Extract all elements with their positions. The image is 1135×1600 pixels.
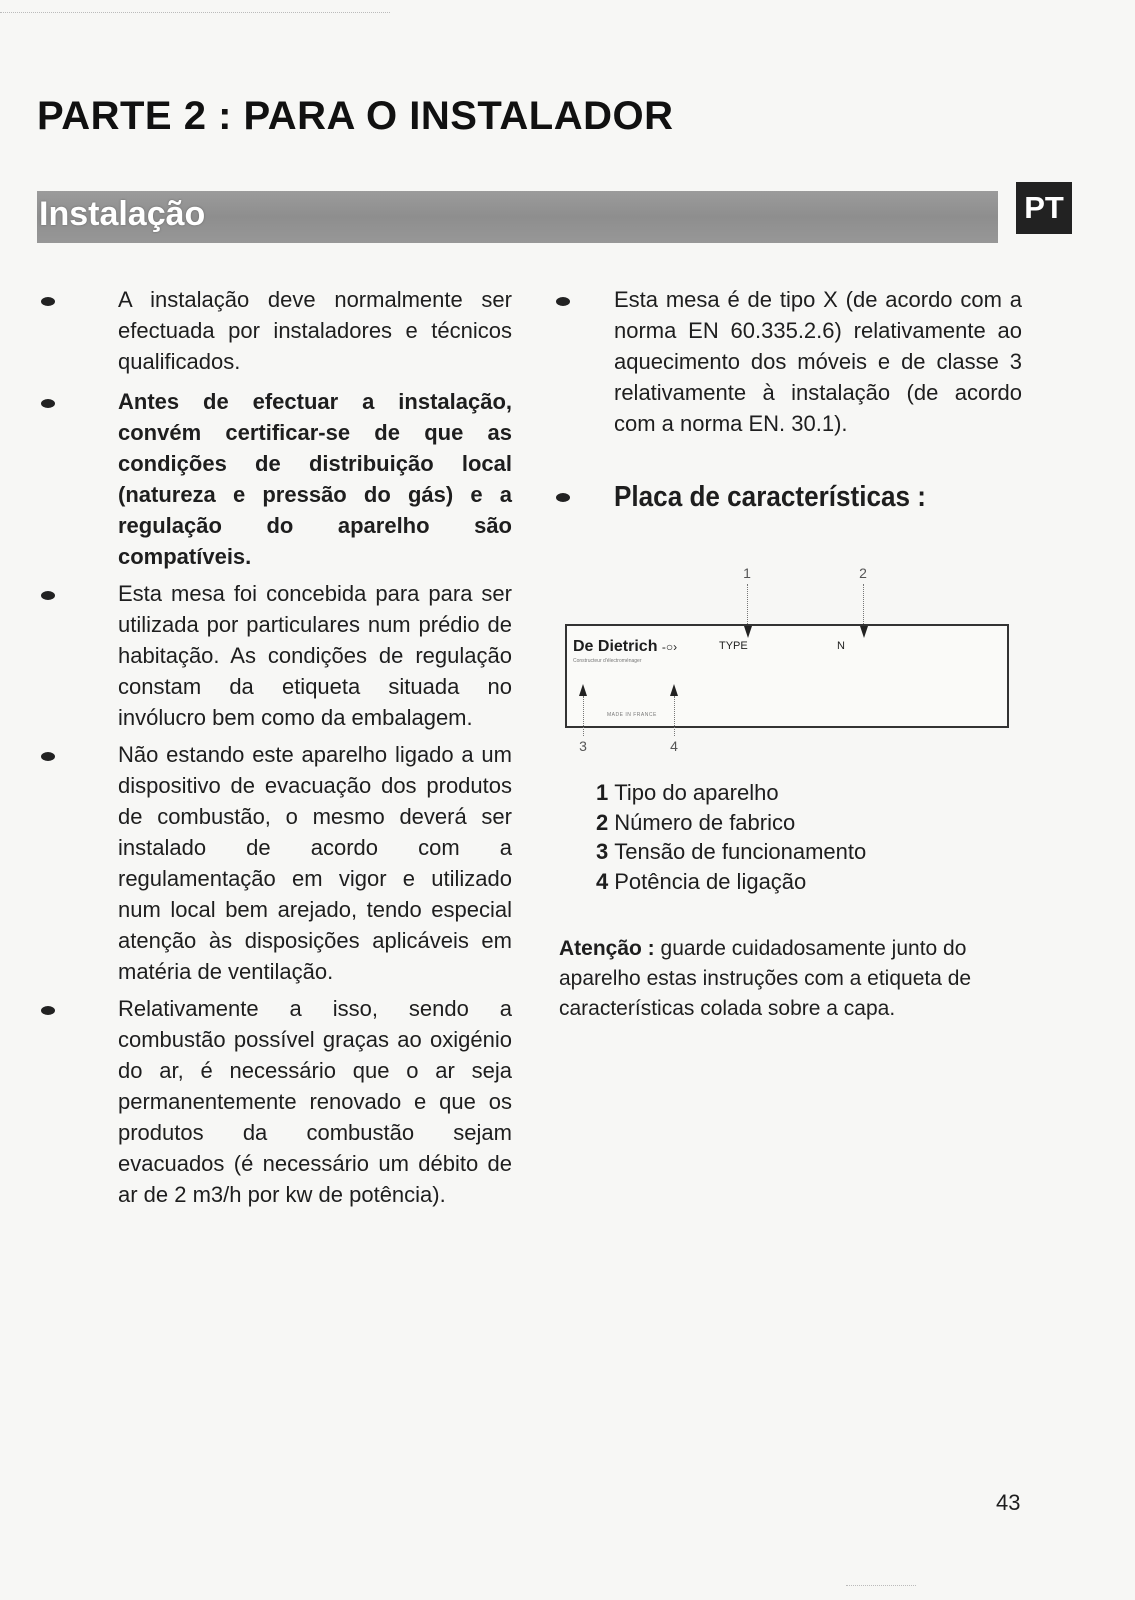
legend-item <box>596 808 866 838</box>
rating-plate-diagram <box>552 560 1022 770</box>
callout-3: 3 <box>579 738 587 754</box>
paragraph: Relativamente a isso, sendo a combustão possível graças ao oxigénio do ar, é necessário que o ar seja permanentemente renovado e que os produtos da combustão sejam evacuados (é necessário um débito de ar de 2 m3/h por kw de potência). <box>118 996 512 1207</box>
language-badge: PT <box>1016 182 1072 234</box>
list-item <box>37 578 512 733</box>
plate-type-label: TYPE <box>719 640 748 652</box>
callout-line-1 <box>747 584 748 628</box>
scan-bottom-mark <box>846 1585 916 1586</box>
bullet-icon <box>41 591 55 600</box>
callout-1: 1 <box>743 565 751 581</box>
legend-text: Potência de ligação <box>614 868 807 894</box>
list-item <box>37 739 512 987</box>
bullet-icon <box>41 297 55 306</box>
callout-4: 4 <box>670 738 678 754</box>
bullet-icon <box>556 297 570 306</box>
callout-2: 2 <box>859 565 867 581</box>
legend-text: Tipo do aparelho <box>614 780 779 805</box>
page-number: 43 <box>996 1490 1021 1515</box>
legend-text: Número de fabrico <box>614 809 796 835</box>
list-item <box>37 386 512 572</box>
list-item <box>37 284 512 377</box>
legend-number: 4 <box>596 868 609 894</box>
plate-legend <box>596 778 866 896</box>
paragraph: Esta mesa foi concebida para para ser utilizada por particulares num prédio de habitação. As condições de regulação constam da etiqueta situada no invólucro bem como da embalagem. <box>118 581 512 730</box>
brand-logo-icon: -○› <box>661 640 678 654</box>
attention-note <box>559 934 1024 1024</box>
plate-brand <box>573 638 677 656</box>
left-column <box>37 284 512 1210</box>
bullet-icon <box>41 399 55 408</box>
bullet-icon <box>41 752 55 761</box>
section-header-bar <box>37 191 998 243</box>
brand-name: De Dietrich <box>573 638 658 655</box>
legend-text: Tensão de funcionamento <box>614 839 867 864</box>
subheading-item <box>552 479 1022 515</box>
paragraph: Não estando este aparelho ligado a um dispositivo de evacuação dos produtos de combustão, o mesmo deverá ser instalado de acordo com a regulamentação em vigor e utilizado num local bem arejado, tendo especial atenção às disposições aplicáveis em matéria de ventilação. <box>118 742 512 984</box>
callout-line-4 <box>674 696 675 736</box>
plate-subheading: Placa de características : <box>614 481 926 513</box>
legend-item <box>596 778 866 808</box>
paragraph: Esta mesa é de tipo X (de acordo com a norma EN 60.335.2.6) relativamente ao aquecimento dos móveis e de classe 3 relativamente à instalação (de acordo com a norma EN. 30.1). <box>614 287 1022 436</box>
list-item <box>552 284 1022 439</box>
plate-made-in: MADE IN FRANCE <box>607 712 657 718</box>
legend-number: 2 <box>596 809 609 835</box>
plate-brand-subtext: Constructeur d'électroménager <box>573 658 642 664</box>
attention-label: Atenção : <box>559 937 655 960</box>
section-title: Instalação <box>39 195 206 233</box>
arrow-up-icon <box>670 684 678 696</box>
bullet-icon <box>556 493 570 502</box>
bullet-icon <box>41 1006 55 1015</box>
paragraph: A instalação deve normalmente ser efectuada por instaladores e técnicos qualificados. <box>118 287 512 374</box>
legend-item <box>596 837 866 867</box>
arrow-down-icon <box>860 626 868 638</box>
list-item <box>37 993 512 1210</box>
legend-number: 3 <box>596 839 609 864</box>
right-column <box>552 284 1022 515</box>
scan-top-rule <box>0 12 390 13</box>
legend-number: 1 <box>596 780 609 805</box>
arrow-up-icon <box>579 684 587 696</box>
arrow-down-icon <box>744 626 752 638</box>
plate-n-label: N <box>837 640 845 652</box>
legend-item <box>596 867 866 897</box>
rating-plate <box>565 624 1009 728</box>
part-title: PARTE 2 : PARA O INSTALADOR <box>37 94 674 138</box>
callout-line-2 <box>863 584 864 628</box>
paragraph-bold: Antes de efectuar a instalação, convém certificar-se de que as condições de distribuição local (natureza e pressão do gás) e a regulação do aparelho são compatíveis. <box>118 389 512 569</box>
attention-text: guarde cuidadosamente junto do aparelho estas instruções com a etiqueta de características colada sobre a capa. <box>559 937 972 1020</box>
callout-line-3 <box>583 696 584 736</box>
